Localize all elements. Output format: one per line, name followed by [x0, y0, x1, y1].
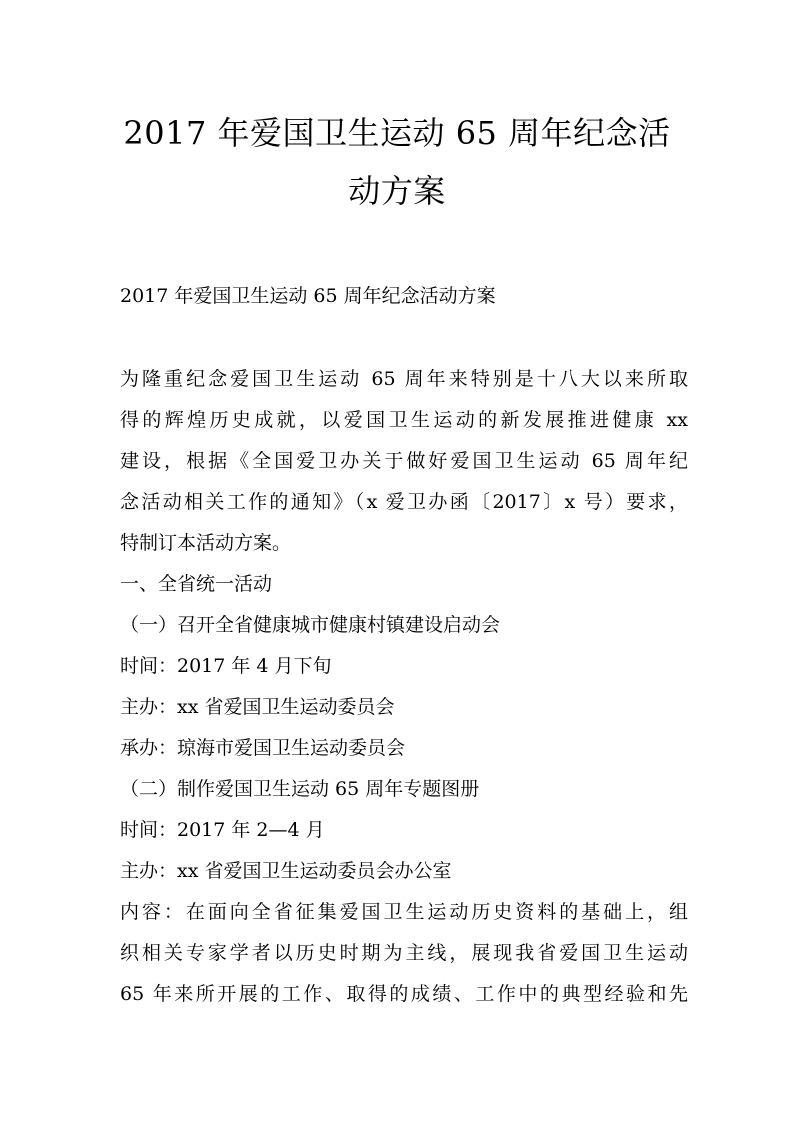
document-subtitle: 2017 年爱国卫生运动 65 周年纪念活动方案 [120, 285, 496, 307]
body-line: 特制订本活动方案。 [120, 532, 292, 554]
subsection-heading: （二）制作爱国卫生运动 65 周年专题图册 [120, 778, 480, 800]
body-line: 主办：xx 省爱国卫生运动委员会 [120, 696, 395, 718]
body-line: 承办：琼海市爱国卫生运动委员会 [120, 737, 406, 759]
document-body [120, 359, 688, 1015]
body-line: 织相关专家学者以历史时期为主线，展现我省爱国卫生运动 [120, 942, 688, 964]
title-line-1: 2017 年爱国卫生运动 65 周年纪念活 [123, 114, 671, 152]
title-line-2: 动方案 [348, 172, 446, 210]
body-line: 为隆重纪念爱国卫生运动 65 周年来特别是十八大以来所取 [120, 368, 688, 390]
body-line: 念活动相关工作的通知》（x 爱卫办函〔2017〕x 号）要求， [120, 491, 688, 513]
body-line: 时间：2017 年 2—4 月 [120, 819, 325, 841]
body-line: 得的辉煌历史成就，以爱国卫生运动的新发展推进健康 xx [120, 409, 688, 431]
body-line: 时间：2017 年 4 月下旬 [120, 655, 332, 677]
subsection-heading: （一）召开全省健康城市健康村镇建设启动会 [120, 614, 501, 636]
section-heading: 一、全省统一活动 [120, 573, 273, 595]
body-line: 65 年来所开展的工作、取得的成绩、工作中的典型经验和先 [120, 983, 688, 1005]
body-line: 内容：在面向全省征集爱国卫生运动历史资料的基础上，组 [120, 901, 688, 923]
body-line: 主办：xx 省爱国卫生运动委员会办公室 [120, 860, 452, 882]
document-title [90, 104, 704, 220]
body-line: 建设，根据《全国爱卫办关于做好爱国卫生运动 65 周年纪 [120, 450, 688, 472]
